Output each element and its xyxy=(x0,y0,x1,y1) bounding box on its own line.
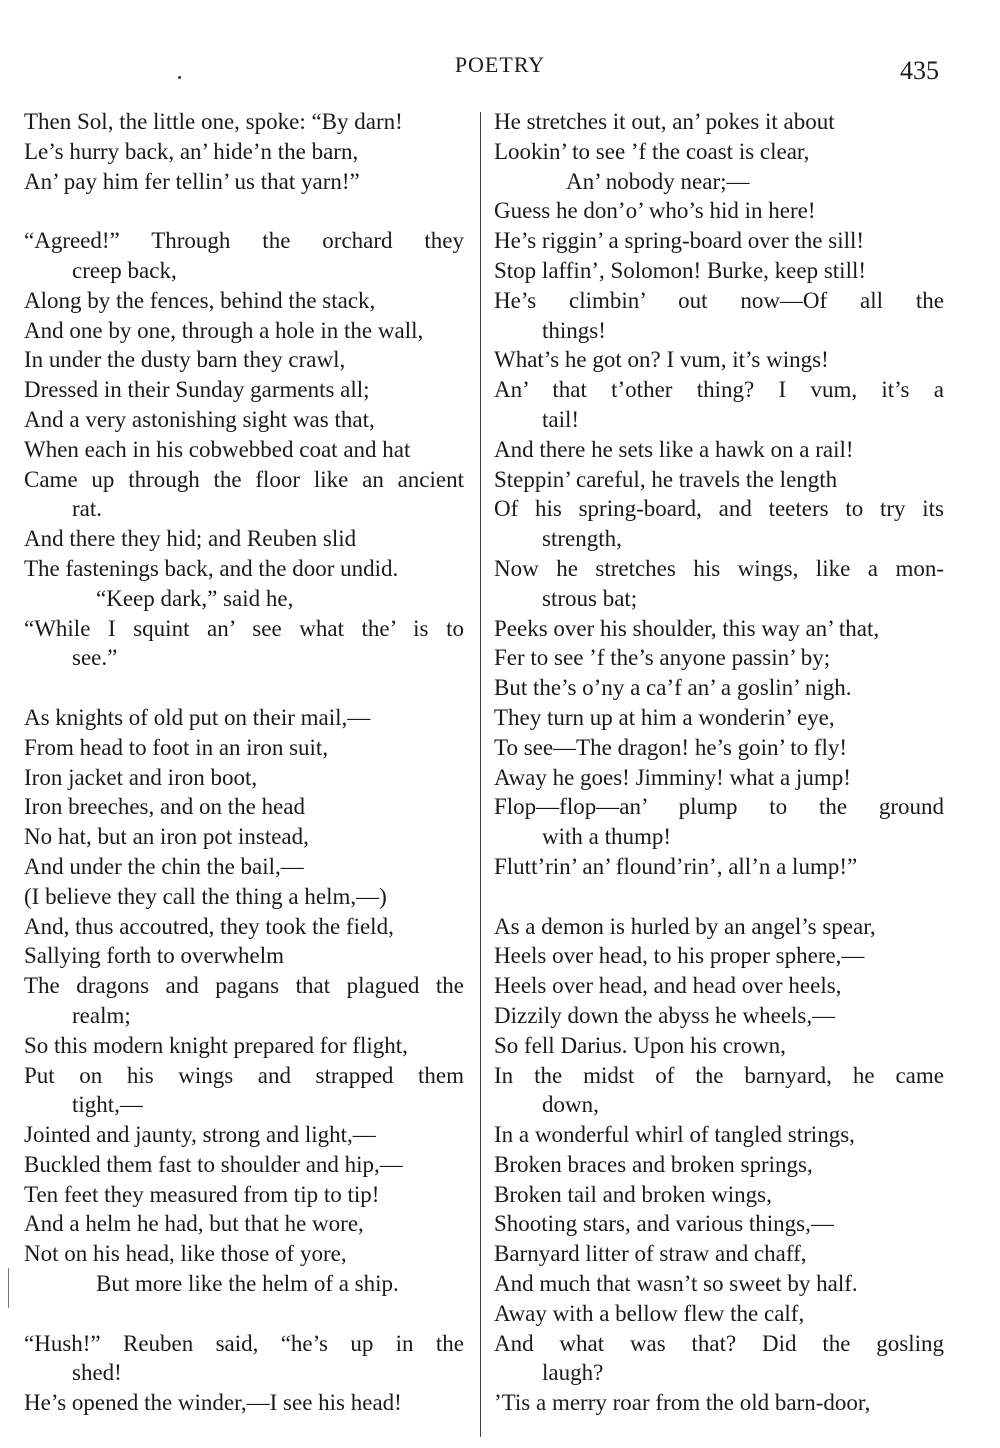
verse-line: As knights of old put on their mail,— xyxy=(24,704,371,730)
verse-line: In the midst of the barnyard, he came xyxy=(494,1062,944,1088)
verse-line: “Agreed!” Through the orchard they xyxy=(24,228,464,254)
verse-line: Peeks over his shoulder, this way an’ that, xyxy=(494,615,880,641)
verse-line-continuation: laugh? xyxy=(542,1360,604,1386)
verse-line: Now he stretches his wings, like a mon- xyxy=(494,555,944,581)
verse-line: From head to foot in an iron suit, xyxy=(24,734,329,760)
verse-line: Heels over head, and head over heels, xyxy=(494,973,842,999)
left-column xyxy=(24,107,464,1448)
verse-line: As a demon is hurled by an angel’s spear, xyxy=(494,913,876,939)
verse-line: When each in his cobwebbed coat and hat xyxy=(24,436,411,462)
verse-line-continuation: tight,— xyxy=(72,1092,143,1118)
verse-line: No hat, but an iron pot instead, xyxy=(24,824,309,850)
verse-line: Steppin’ careful, he travels the length xyxy=(494,466,838,492)
verse-line: In under the dusty barn they crawl, xyxy=(24,347,346,373)
print-speck xyxy=(178,76,181,79)
verse-line: Jointed and jaunty, strong and light,— xyxy=(24,1122,376,1148)
verse-line-continuation: strous bat; xyxy=(542,585,638,611)
verse-line: Away with a bellow flew the calf, xyxy=(494,1300,805,1326)
verse-line: Flutt’rin’ an’ flound’rin’, all’n a lump!” xyxy=(494,853,858,879)
verse-line: “While I squint an’ see what the’ is to xyxy=(24,615,464,641)
verse-line: What’s he got on? I vum, it’s wings! xyxy=(494,347,829,373)
verse-line: Broken braces and broken springs, xyxy=(494,1151,813,1177)
right-column xyxy=(494,107,944,1448)
verse-line: He’s opened the winder,—I see his head! xyxy=(24,1390,402,1416)
stanza xyxy=(494,912,944,1419)
verse-line: Iron jacket and iron boot, xyxy=(24,764,258,790)
verse-line: Shooting stars, and various things,— xyxy=(494,1211,834,1237)
verse-line-continuation: shed! xyxy=(72,1360,122,1386)
verse-line: Then Sol, the little one, spoke: “By darn! xyxy=(24,109,403,134)
verse-line: Flop—flop—an’ plump to the ground xyxy=(494,794,944,820)
verse-line: Put on his wings and strapped them xyxy=(24,1062,464,1088)
stanza xyxy=(24,226,464,673)
verse-line-continuation: strength, xyxy=(542,526,622,552)
verse-line: The dragons and pagans that plagued the xyxy=(24,973,464,999)
verse-line: And one by one, through a hole in the wall, xyxy=(24,317,424,343)
verse-line: An’ pay him fer tellin’ us that yarn!” xyxy=(24,168,360,194)
verse-line: ’Tis a merry roar from the old barn-door, xyxy=(494,1390,871,1416)
verse-line: To see—The dragon! he’s goin’ to fly! xyxy=(494,734,848,760)
verse-line: They turn up at him a wonderin’ eye, xyxy=(494,704,835,730)
verse-line: Of his spring-board, and teeters to try its xyxy=(494,496,944,522)
verse-line-continuation: down, xyxy=(542,1092,599,1118)
verse-line: (I believe they call the thing a helm,—) xyxy=(24,883,387,909)
verse-line-continuation: creep back, xyxy=(72,257,177,283)
verse-line: Le’s hurry back, an’ hide’n the barn, xyxy=(24,138,359,164)
verse-line-continuation: tail! xyxy=(542,406,580,432)
stanza xyxy=(494,107,944,882)
verse-line: In a wonderful whirl of tangled strings, xyxy=(494,1122,855,1148)
stanza xyxy=(24,107,464,196)
verse-line-continuation: rat. xyxy=(72,496,103,522)
verse-line: Came up through the floor like an ancient xyxy=(24,466,464,492)
verse-line: And a helm he had, but that he wore, xyxy=(24,1211,364,1237)
verse-line-indented: But more like the helm of a ship. xyxy=(96,1271,399,1297)
verse-line: And there they hid; and Reuben slid xyxy=(24,526,357,552)
verse-line: Not on his head, like those of yore, xyxy=(24,1241,347,1267)
verse-line: And there he sets like a hawk on a rail! xyxy=(494,436,854,462)
verse-line: Guess he don’o’ who’s hid in here! xyxy=(494,198,816,224)
verse-line-continuation: with a thump! xyxy=(542,824,672,850)
verse-line: But the’s o’ny a ca’f an’ a goslin’ nigh. xyxy=(494,675,852,701)
verse-line: And a very astonishing sight was that, xyxy=(24,406,375,432)
verse-line: Fer to see ’f the’s anyone passin’ by; xyxy=(494,645,831,671)
verse-line-continuation: things! xyxy=(542,317,606,343)
verse-line-indented: An’ nobody near;— xyxy=(566,168,750,194)
margin-mark xyxy=(8,1268,9,1308)
verse-line: An’ that t’other thing? I vum, it’s a xyxy=(494,377,944,403)
verse-line: Away he goes! Jimminy! what a jump! xyxy=(494,764,851,790)
verse-line: Dizzily down the abyss he wheels,— xyxy=(494,1002,836,1028)
verse-line: And, thus accoutred, they took the field, xyxy=(24,913,394,939)
verse-line-continuation: see.” xyxy=(72,645,118,671)
verse-line: Buckled them fast to shoulder and hip,— xyxy=(24,1151,403,1177)
verse-line: And under the chin the bail,— xyxy=(24,853,304,879)
verse-line: Along by the fences, behind the stack, xyxy=(24,287,376,313)
verse-line: He stretches it out, an’ pokes it about xyxy=(494,109,835,134)
verse-line: The fastenings back, and the door undid. xyxy=(24,555,399,581)
verse-line: And much that wasn’t so sweet by half. xyxy=(494,1271,858,1297)
verse-line: And what was that? Did the gosling xyxy=(494,1330,944,1356)
verse-line: Lookin’ to see ’f the coast is clear, xyxy=(494,138,810,164)
verse-line: Barnyard litter of straw and chaff, xyxy=(494,1241,807,1267)
verse-line: So fell Darius. Upon his crown, xyxy=(494,1032,786,1058)
verse-line: He’s climbin’ out now—Of all the xyxy=(494,287,944,313)
verse-line-indented: “Keep dark,” said he, xyxy=(96,585,294,611)
stanza xyxy=(24,1329,464,1418)
verse-line: He’s riggin’ a spring-board over the sill! xyxy=(494,228,865,254)
running-head: POETRY xyxy=(454,52,546,77)
verse-line: Stop laffin’, Solomon! Burke, keep still! xyxy=(494,257,867,283)
page-number: 435 xyxy=(900,56,939,85)
verse-line-continuation: realm; xyxy=(72,1002,131,1028)
verse-line: Ten feet they measured from tip to tip! xyxy=(24,1181,380,1207)
verse-line: Heels over head, to his proper sphere,— xyxy=(494,943,865,969)
verse-line: “Hush!” Reuben said, “he’s up in the xyxy=(24,1330,464,1356)
verse-line: Iron breeches, and on the head xyxy=(24,794,305,820)
verse-line: So this modern knight prepared for flight, xyxy=(24,1032,408,1058)
verse-line: Broken tail and broken wings, xyxy=(494,1181,772,1207)
verse-line: Sallying forth to overwhelm xyxy=(24,943,284,969)
verse-line: Dressed in their Sunday garments all; xyxy=(24,377,370,403)
column-rule xyxy=(480,112,481,1437)
stanza xyxy=(24,703,464,1299)
